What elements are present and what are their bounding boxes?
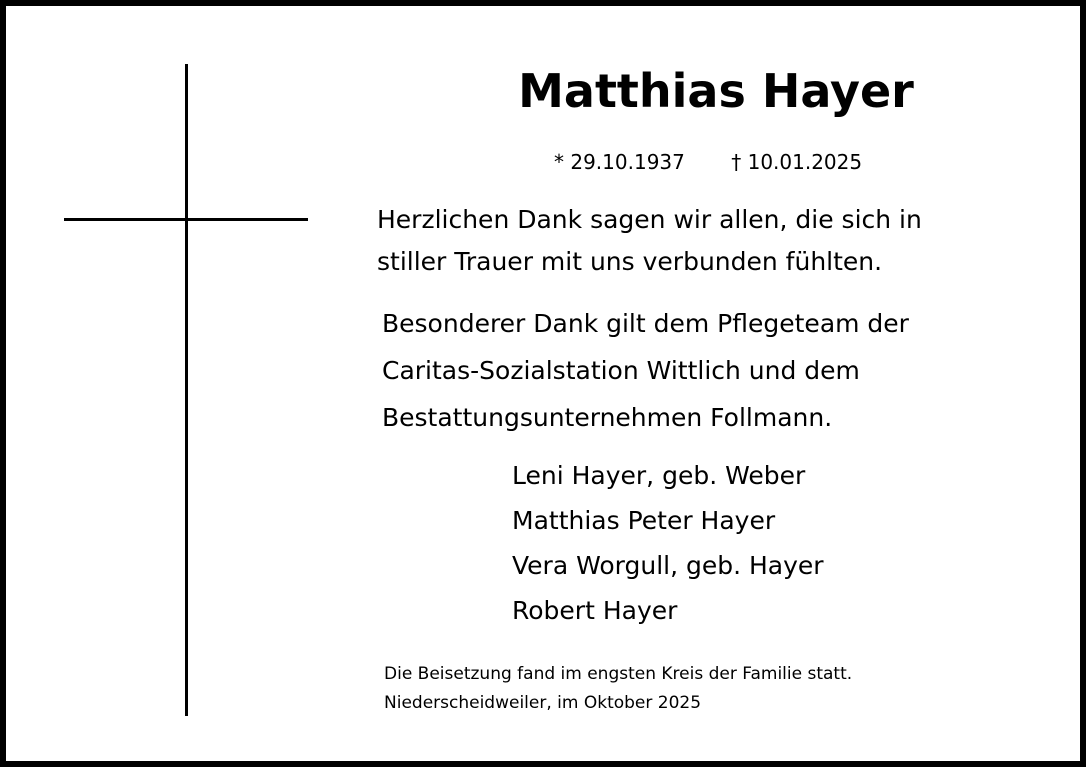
family-member: Vera Worgull, geb. Hayer xyxy=(512,551,824,580)
special-thanks-line: Caritas-Sozialstation Wittlich und dem xyxy=(382,356,860,385)
family-member: Matthias Peter Hayer xyxy=(512,506,776,535)
life-dates xyxy=(554,148,862,176)
family-member: Robert Hayer xyxy=(512,596,678,625)
family-member: Leni Hayer, geb. Weber xyxy=(512,461,806,490)
cross-vertical-bar xyxy=(185,64,188,716)
funeral-note-line: Die Beisetzung fand im engsten Kreis der Familie statt. xyxy=(384,664,853,684)
special-thanks-paragraph xyxy=(382,300,1062,441)
birth-date: * 29.10.1937 xyxy=(554,150,685,174)
thanks-line: stiller Trauer mit uns verbunden fühlten. xyxy=(377,247,883,276)
thanks-paragraph xyxy=(377,199,1057,283)
special-thanks-line: Besonderer Dank gilt dem Pflegeteam der xyxy=(382,309,909,338)
place-and-date: Niederscheidweiler, im Oktober 2025 xyxy=(384,693,702,713)
cross-horizontal-bar xyxy=(64,218,308,221)
thanks-line: Herzlichen Dank sagen wir allen, die sich in xyxy=(377,205,922,234)
deceased-name: Matthias Hayer xyxy=(518,64,914,118)
cross-icon xyxy=(64,64,308,716)
funeral-note xyxy=(384,660,852,718)
family-members xyxy=(512,453,824,633)
death-date: † 10.01.2025 xyxy=(731,150,863,174)
special-thanks-line: Bestattungsunternehmen Follmann. xyxy=(382,403,833,432)
